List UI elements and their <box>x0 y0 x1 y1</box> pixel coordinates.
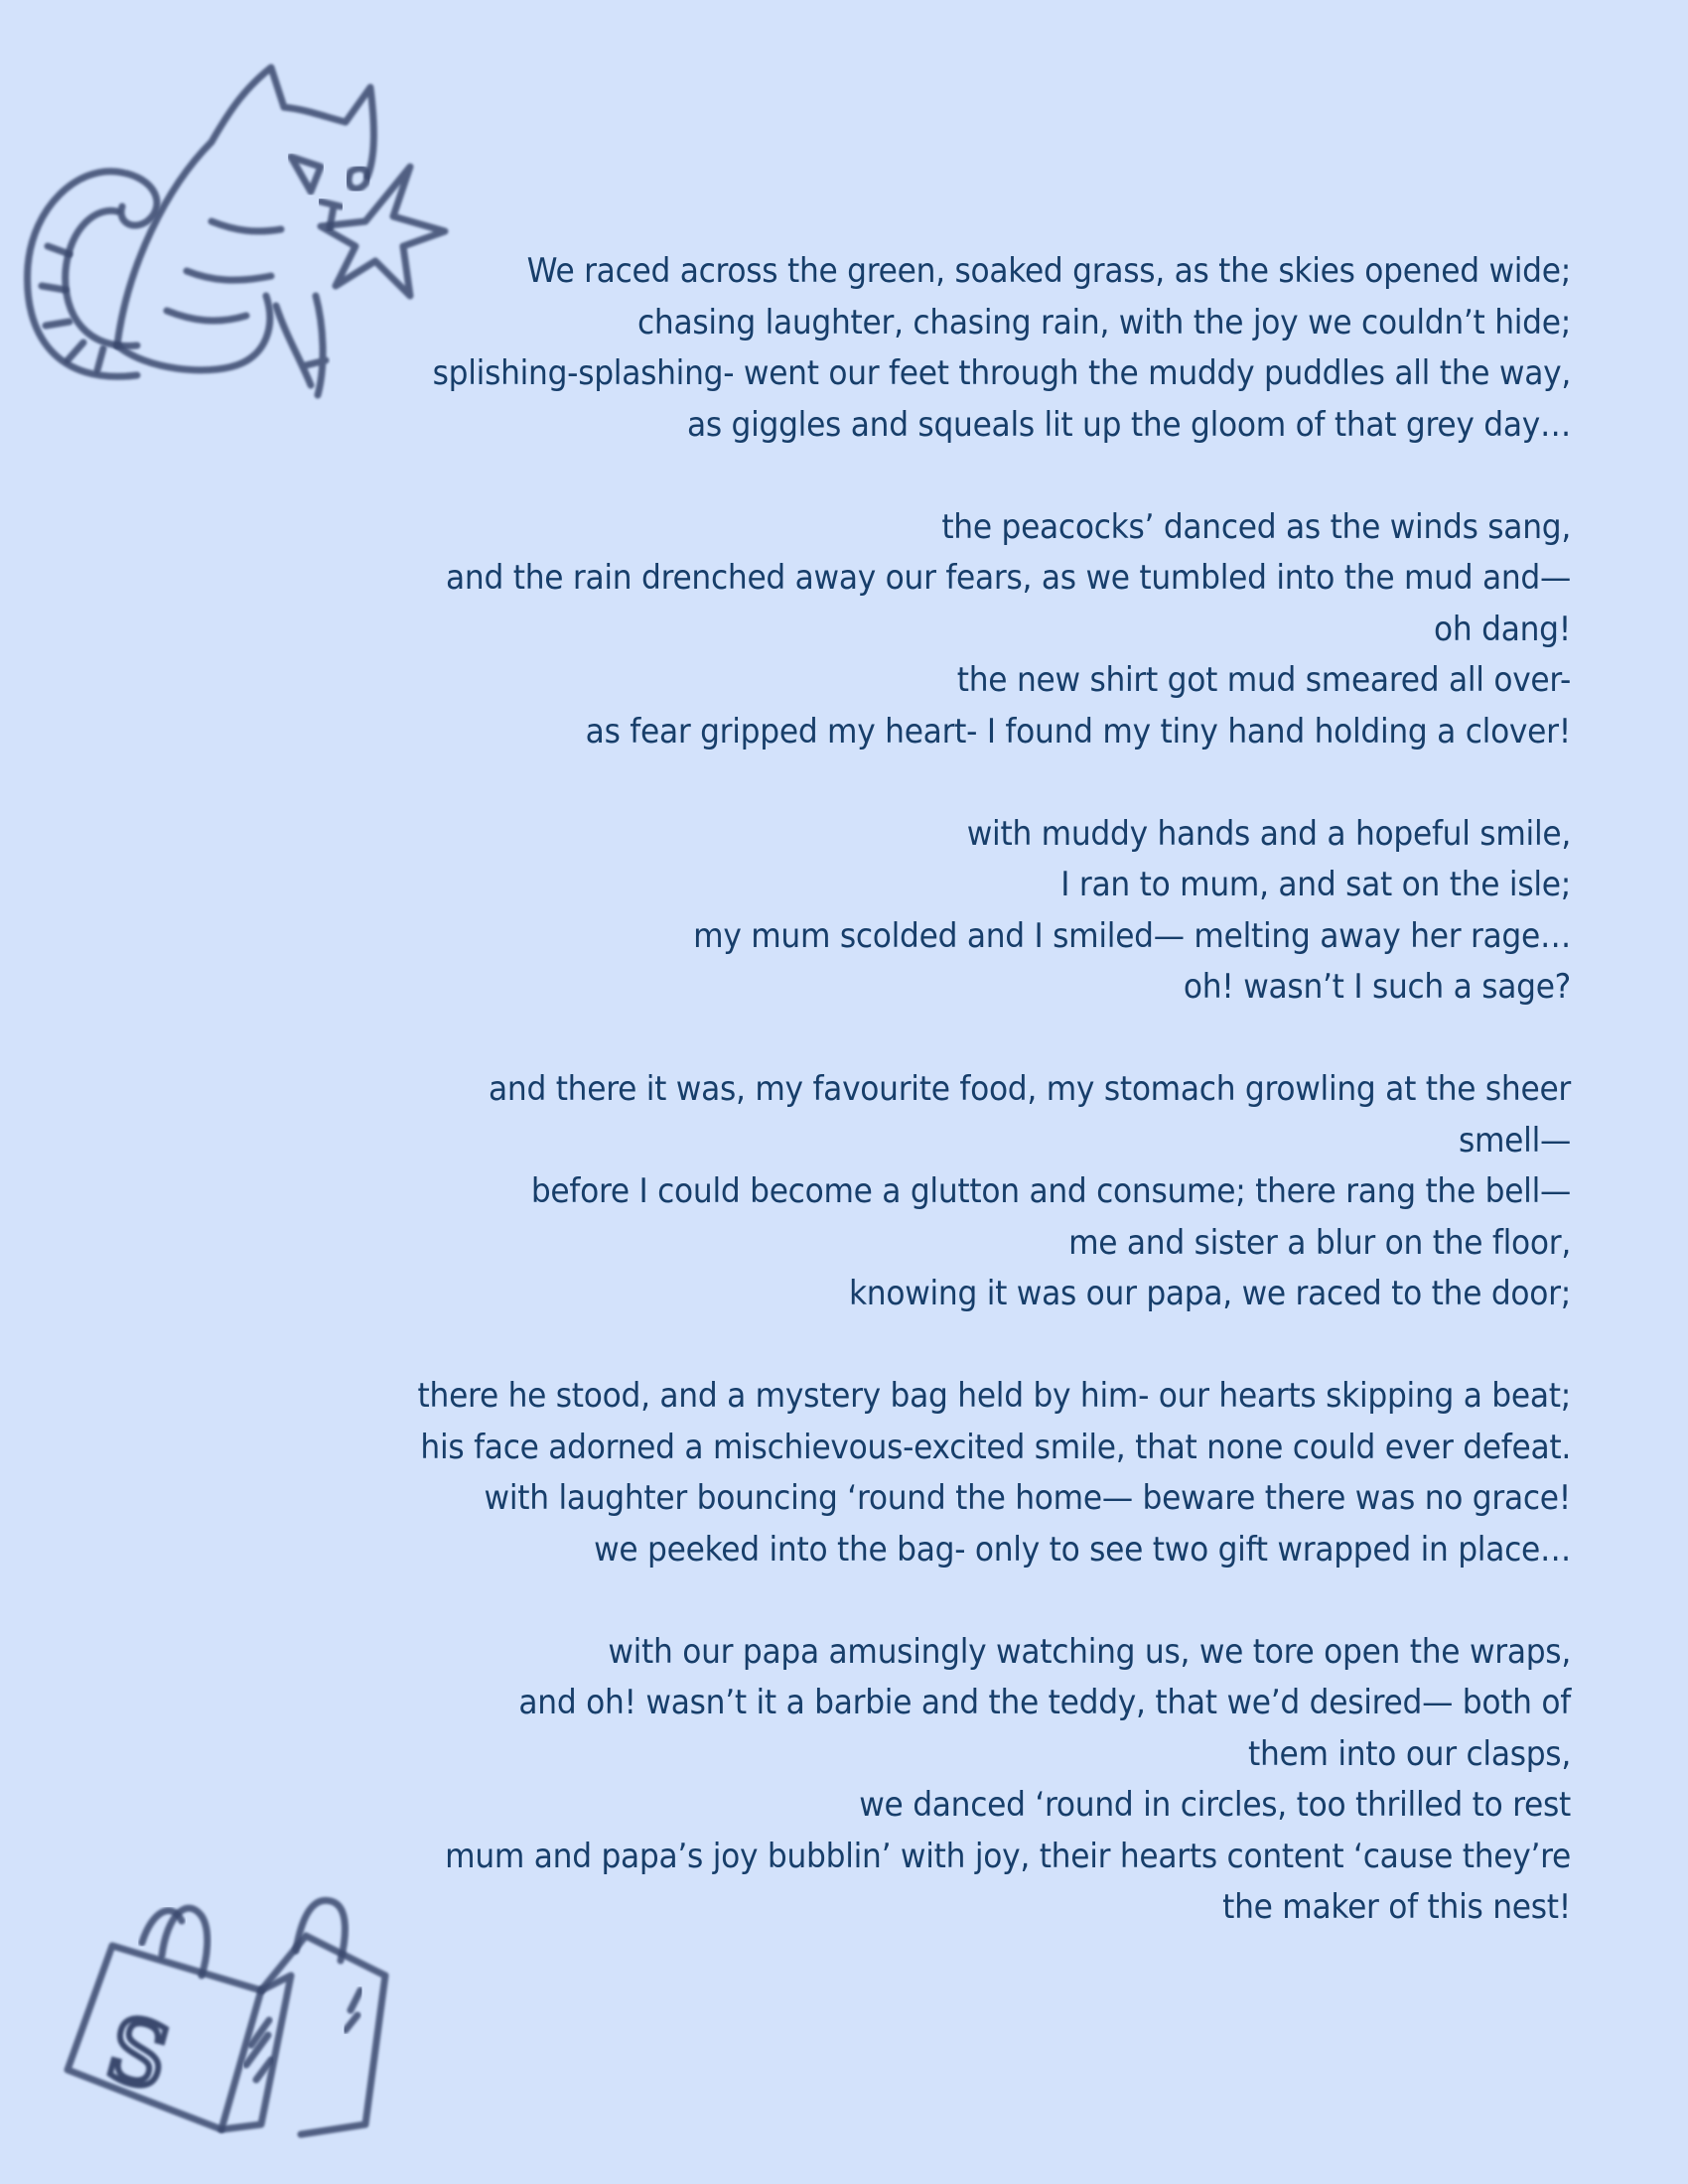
poem-line: them into our clasps, <box>1247 1733 1571 1774</box>
stanza-2 <box>292 502 1571 758</box>
poem-line: the peacocks’ danced as the winds sang, <box>941 506 1571 547</box>
shopping-bags-icon <box>48 1881 405 2149</box>
poem-line: with muddy hands and a hopeful smile, <box>966 813 1571 854</box>
poem-line: and the rain drenched away our fears, as we tumbled into the mud and— <box>446 558 1571 598</box>
poem-line: the maker of this nest! <box>1222 1887 1571 1927</box>
poem-line: my mum scolded and I smiled— melting away her rage… <box>693 915 1571 956</box>
poem-line: there he stood, and a mystery bag held by him- our hearts skipping a beat; <box>417 1376 1572 1416</box>
poem-line: with our papa amusingly watching us, we tore open the wraps, <box>608 1631 1571 1672</box>
stanza-5 <box>292 1371 1571 1575</box>
poem-line: splishing-splashing- went our feet through the muddy puddles all the way, <box>432 353 1572 393</box>
poem-line: We raced across the green, soaked grass, as the skies opened wide; <box>526 251 1571 291</box>
bag-letter: S <box>95 1996 181 2112</box>
poem-line: oh! wasn’t I such a sage? <box>1183 967 1571 1007</box>
poem-line: mum and papa’s joy bubblin’ with joy, their hearts content ‘cause they’re <box>445 1836 1572 1876</box>
poem-line: the new shirt got mud smeared all over- <box>956 660 1571 700</box>
poem-line: and there it was, my favourite food, my stomach growling at the sheer <box>489 1069 1572 1109</box>
poem-line: as fear gripped my heart- I found my tiny hand holding a clover! <box>585 711 1571 751</box>
poem-line: with laughter bouncing ‘round the home— beware there was no grace! <box>484 1478 1571 1518</box>
stanza-4 <box>292 1064 1571 1320</box>
poem-line: we danced ‘round in circles, too thrilled to rest <box>859 1785 1571 1825</box>
poem <box>292 246 1571 1984</box>
poem-line: knowing it was our papa, we raced to the door; <box>848 1274 1571 1313</box>
stanza-6 <box>292 1627 1571 1934</box>
poem-line: chasing laughter, chasing rain, with the joy we couldn’t hide; <box>636 302 1571 342</box>
poem-line: and oh! wasn’t it a barbie and the teddy, that we’d desired— both of <box>518 1683 1571 1722</box>
poem-line: me and sister a blur on the floor, <box>1068 1222 1571 1263</box>
poem-line: we peeked into the bag- only to see two gift wrapped in place… <box>594 1529 1571 1570</box>
stanza-3 <box>292 809 1571 1014</box>
poem-line: as giggles and squeals lit up the gloom of that grey day… <box>686 404 1571 445</box>
poem-line: oh dang! <box>1434 609 1571 649</box>
stanza-1 <box>292 246 1571 451</box>
poem-line: his face adorned a mischievous-excited smile, that none could ever defeat. <box>420 1427 1572 1467</box>
poem-line: I ran to mum, and sat on the isle; <box>1060 865 1571 904</box>
poem-line: before I could become a glutton and consume; there rang the bell— <box>530 1171 1571 1211</box>
poem-line: smell— <box>1458 1120 1571 1160</box>
